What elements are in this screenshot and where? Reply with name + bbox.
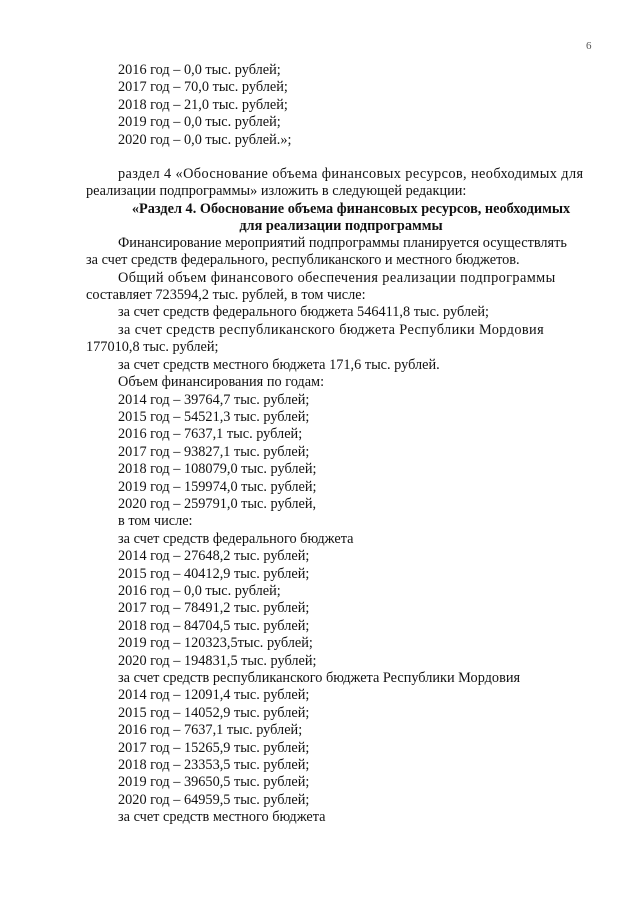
- intro-line-2: реализации подпрограммы» изложить в следующей редакции:: [86, 183, 467, 200]
- list-item: 2014 год – 27648,2 тыс. рублей;: [118, 548, 310, 565]
- list-item: 2017 год – 70,0 тыс. рублей;: [118, 79, 288, 96]
- paragraph-line: Общий объем финансового обеспечения реализации подпрограммы: [118, 269, 556, 286]
- list-item: 2019 год – 120323,5тыс. рублей;: [118, 635, 313, 652]
- federal-years-list: [86, 548, 596, 670]
- section-heading-line-2: для реализации подпрограммы: [239, 217, 443, 234]
- federal-total: за счет средств федерального бюджета 546411,8 тыс. рублей;: [118, 304, 489, 321]
- previous-year-list: [86, 62, 596, 149]
- paragraph-line: за счет средств федерального, республиканского и местного бюджетов.: [86, 252, 520, 269]
- list-item: 2020 год – 259791,0 тыс. рублей,: [118, 495, 317, 512]
- list-item: 2016 год – 7637,1 тыс. рублей;: [118, 722, 303, 739]
- list-item: 2019 год – 39650,5 тыс. рублей;: [118, 774, 310, 791]
- list-item: 2020 год – 64959,5 тыс. рублей;: [118, 791, 310, 808]
- list-item: 2019 год – 0,0 тыс. рублей;: [118, 114, 281, 131]
- list-item: 2020 год – 0,0 тыс. рублей.»;: [118, 131, 292, 148]
- paragraph-total: [86, 270, 596, 305]
- including-label: в том числе:: [118, 513, 193, 530]
- section-heading-line-1: «Раздел 4. Обоснование объема финансовых ресурсов, необходимых: [131, 200, 571, 217]
- list-item: 2017 год – 78491,2 тыс. рублей;: [118, 600, 310, 617]
- republic-years-list: [86, 687, 596, 809]
- list-item: 2019 год – 159974,0 тыс. рублей;: [118, 478, 317, 495]
- list-item: 2016 год – 0,0 тыс. рублей;: [118, 62, 281, 78]
- list-item: 2017 год – 93827,1 тыс. рублей;: [118, 443, 310, 460]
- intro-line-1: раздел 4 «Обоснование объема финансовых ресурсов, необходимых для: [118, 166, 584, 183]
- paragraph-line: за счет средств республиканского бюджета Республики Мордовия: [118, 321, 545, 338]
- section-heading: [86, 201, 596, 235]
- list-item: 2018 год – 23353,5 тыс. рублей;: [118, 757, 310, 774]
- list-item: 2018 год – 84704,5 тыс. рублей;: [118, 617, 310, 634]
- federal-label: за счет средств федерального бюджета: [118, 530, 354, 547]
- by-years-label: Объем финансирования по годам:: [118, 374, 325, 391]
- document-body: [86, 62, 596, 827]
- list-item: 2015 год – 14052,9 тыс. рублей;: [118, 704, 310, 721]
- list-item: 2015 год – 54521,3 тыс. рублей;: [118, 408, 310, 425]
- page-number: 6: [586, 40, 592, 52]
- local-total: за счет средств местного бюджета 171,6 тыс. рублей.: [118, 356, 440, 373]
- paragraph-line: 177010,8 тыс. рублей;: [86, 339, 219, 356]
- list-item: 2015 год – 40412,9 тыс. рублей;: [118, 565, 310, 582]
- list-item: 2017 год – 15265,9 тыс. рублей;: [118, 739, 310, 756]
- list-item: 2014 год – 12091,4 тыс. рублей;: [118, 687, 310, 704]
- local-label: за счет средств местного бюджета: [118, 809, 326, 826]
- list-item: 2016 год – 7637,1 тыс. рублей;: [118, 426, 303, 443]
- list-item: 2018 год – 108079,0 тыс. рублей;: [118, 461, 317, 478]
- list-item: 2018 год – 21,0 тыс. рублей;: [118, 96, 288, 113]
- list-item: 2014 год – 39764,7 тыс. рублей;: [118, 391, 310, 408]
- list-item: 2020 год – 194831,5 тыс. рублей;: [118, 652, 317, 669]
- republic-label: за счет средств республиканского бюджета Республики Мордовия: [118, 670, 521, 686]
- paragraph-financing: [86, 235, 596, 270]
- paragraph-line: составляет 723594,2 тыс. рублей, в том числе:: [86, 287, 366, 304]
- paragraph-line: Финансирование мероприятий подпрограммы планируется осуществлять: [118, 234, 567, 251]
- republic-total: [86, 322, 596, 357]
- by-years-list: [86, 392, 596, 514]
- list-item: 2016 год – 0,0 тыс. рублей;: [118, 582, 281, 599]
- intro-paragraph: [86, 166, 596, 201]
